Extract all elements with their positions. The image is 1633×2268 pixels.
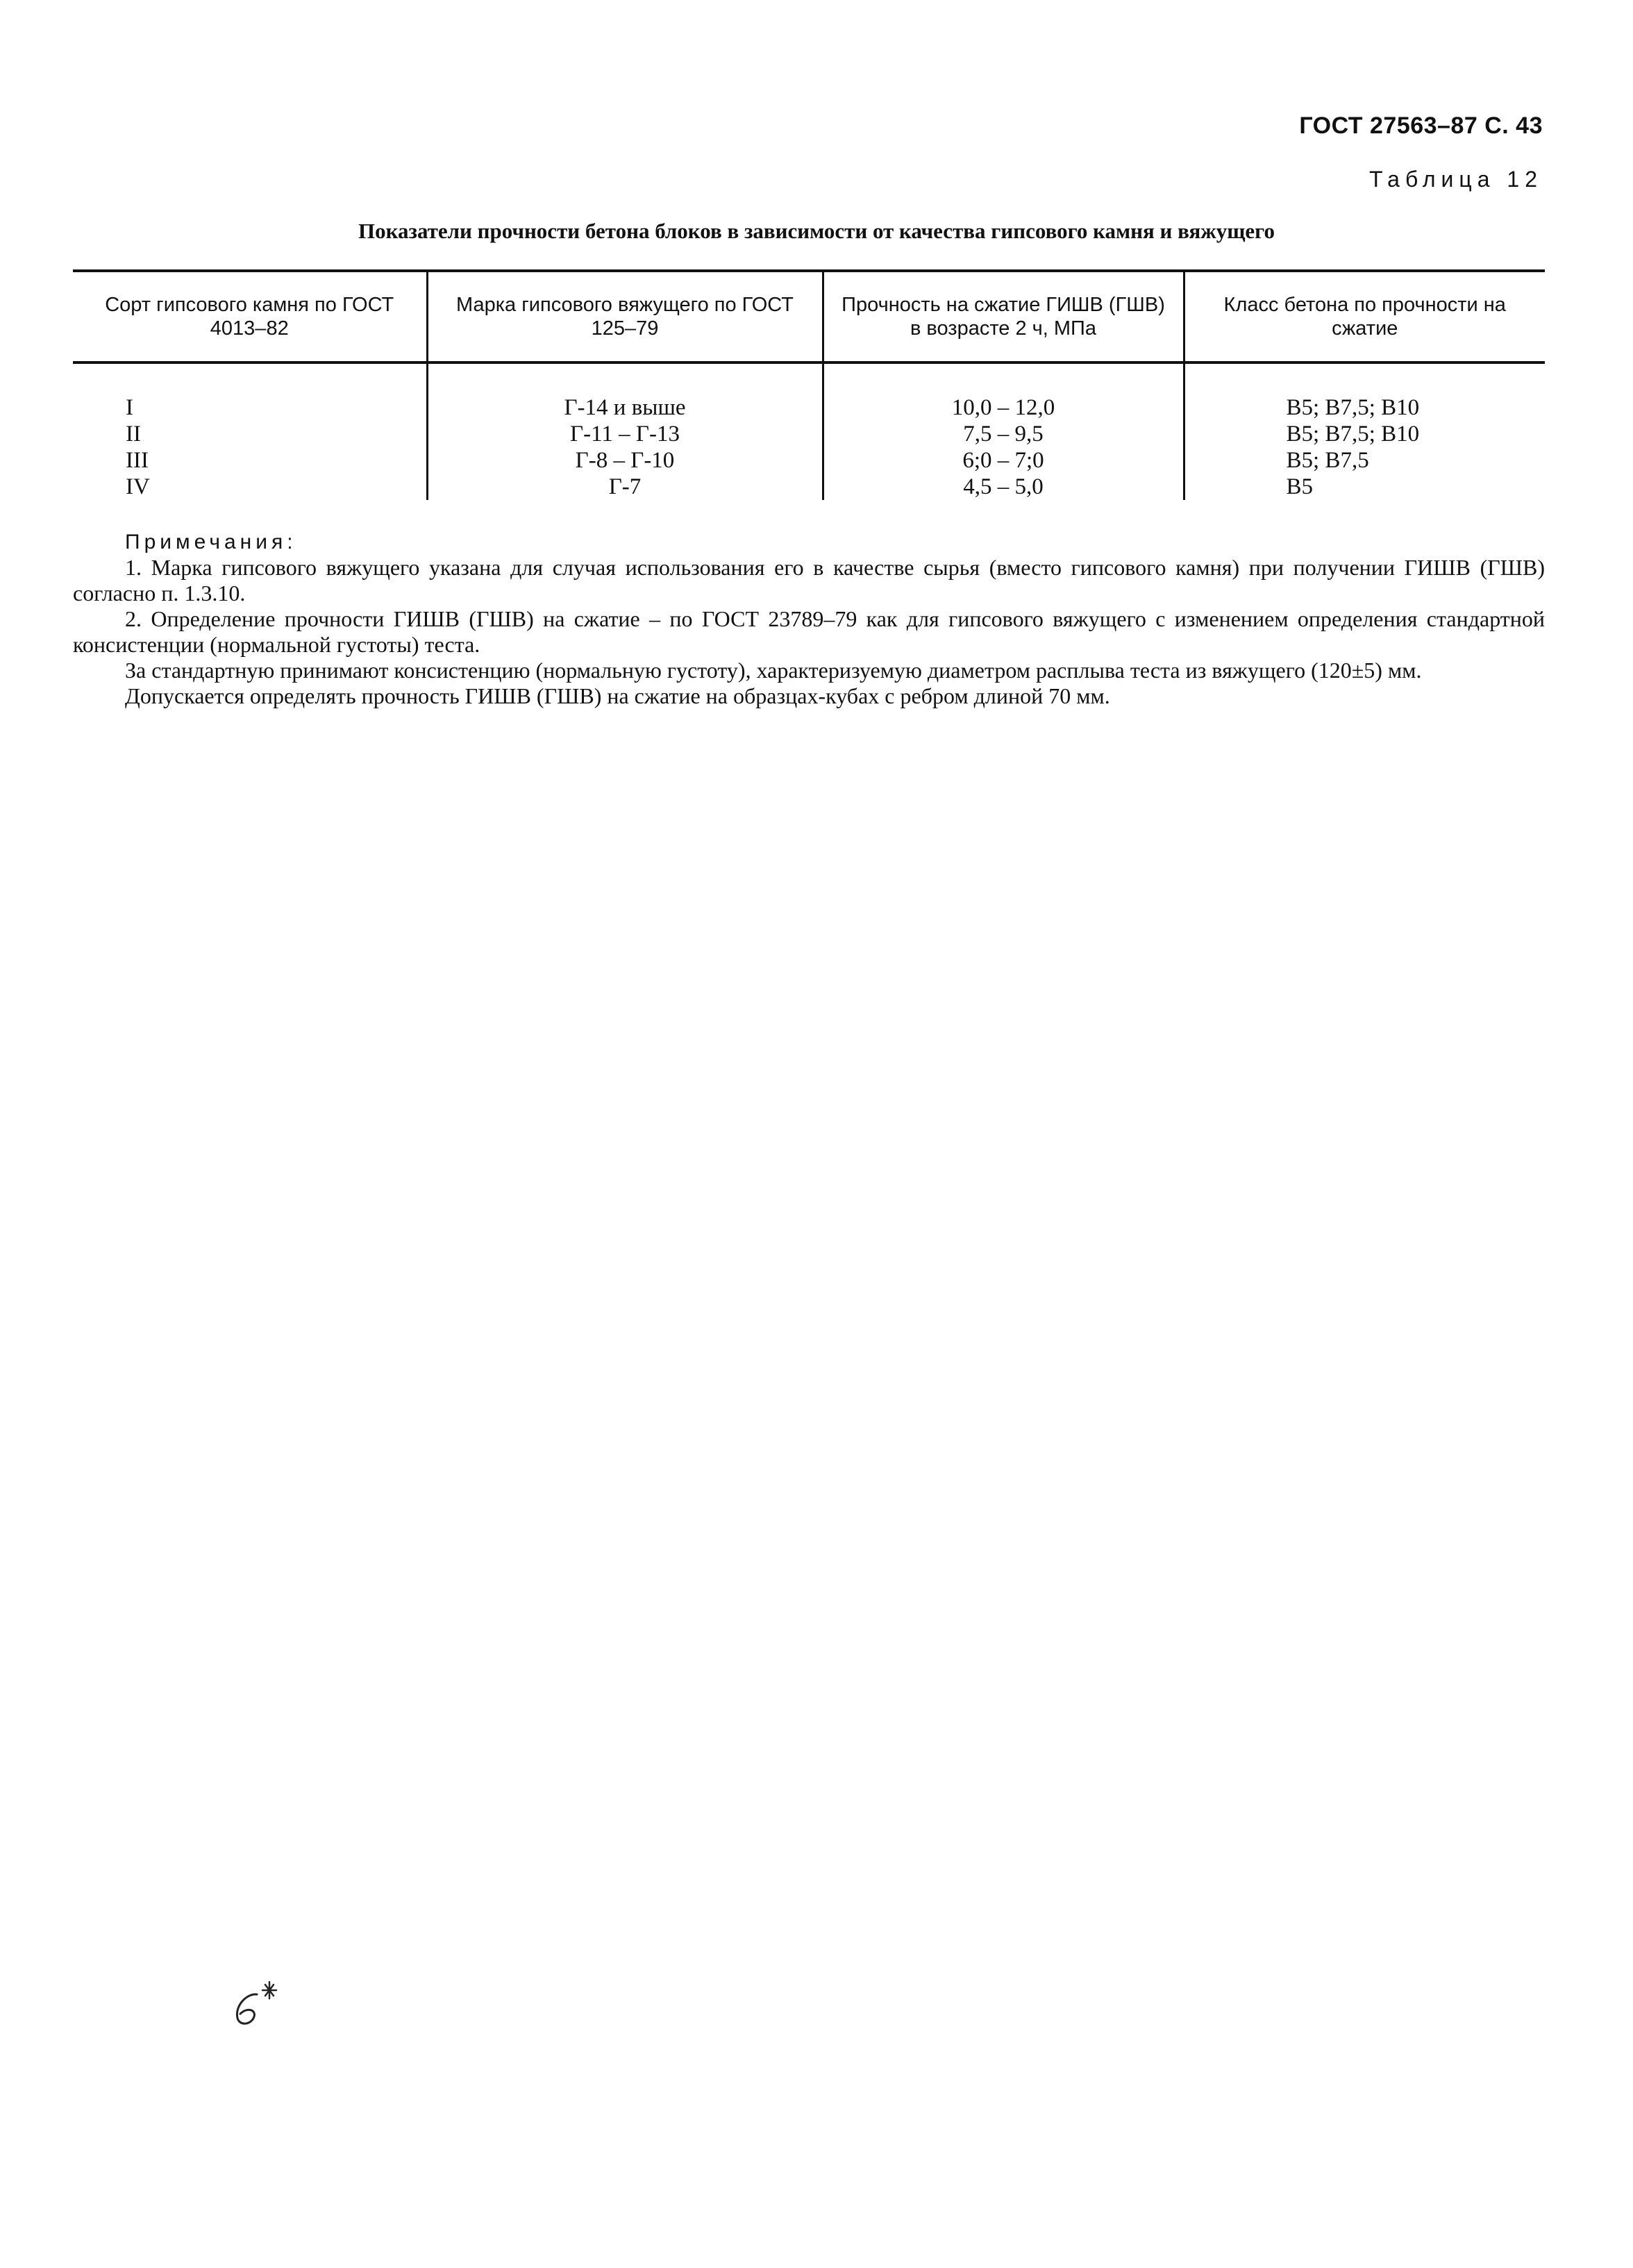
column-header-stone-grade: Сорт гипсового камня по ГОСТ 4013–82 (73, 271, 427, 362)
note-paragraph: За стандартную принимают консистенцию (нормальную густоту), характеризуемую диаметром расплыва теста из вяжущего (120±5) мм. (125, 658, 1422, 683)
notes-section (73, 529, 1545, 709)
cell-binder-mark: Г-7 (427, 474, 823, 500)
table-row (73, 447, 1545, 474)
note-paragraph: Допускается определять прочность ГИШВ (ГШВ) на сжатие на образцах-кубах с ребром длиной 70 мм. (125, 683, 1110, 708)
cell-binder-mark: Г-8 – Г-10 (427, 447, 823, 474)
cell-stone-grade: I (126, 395, 133, 420)
table-row (73, 421, 1545, 447)
notes-title: Примечания: (125, 531, 297, 553)
cell-binder-mark: Г-14 и выше (427, 362, 823, 421)
cell-stone-grade: III (126, 448, 149, 473)
table-body (73, 362, 1545, 500)
cell-binder-mark: Г-11 – Г-13 (427, 421, 823, 447)
cell-stone-grade: II (126, 422, 141, 447)
data-table (73, 269, 1545, 500)
header-row (73, 271, 1545, 362)
cell-compressive-strength: 6;0 – 7;0 (823, 447, 1184, 474)
table-row (73, 474, 1545, 500)
cell-concrete-class: В5 (1184, 474, 1545, 500)
table-title: Показатели прочности бетона блоков в зависимости от качества гипсового камня и вяжущего (358, 219, 1275, 243)
cell-compressive-strength: 7,5 – 9,5 (823, 421, 1184, 447)
cell-concrete-class: В5; В7,5 (1184, 447, 1545, 474)
document-reference: ГОСТ 27563–87 С. 43 (1299, 112, 1543, 139)
table-header (73, 271, 1545, 362)
handwritten-mark (229, 1979, 292, 2035)
cell-concrete-class: В5; В7,5; В10 (1184, 362, 1545, 421)
column-header-concrete-class: Класс бетона по прочности на сжатие (1184, 271, 1545, 362)
note-paragraph: 1. Марка гипсового вяжущего указана для случая использования его в качестве сырья (вместо гипсового камня) при получении ГИШВ (ГШВ) согласно п. 1.3.10. (73, 555, 1545, 606)
note-paragraph: 2. Определение прочности ГИШВ (ГШВ) на сжатие – по ГОСТ 23789–79 как для гипсового вяжущего с изменением определения стандартной консистенции (нормальной густоты) теста. (73, 606, 1545, 657)
cell-compressive-strength: 10,0 – 12,0 (823, 362, 1184, 421)
table-row (73, 362, 1545, 421)
table-number-label: Таблица 12 (1369, 167, 1543, 192)
cell-compressive-strength: 4,5 – 5,0 (823, 474, 1184, 500)
cell-concrete-class: В5; В7,5; В10 (1184, 421, 1545, 447)
column-header-binder-mark: Марка гипсового вяжущего по ГОСТ 125–79 (427, 271, 823, 362)
cell-stone-grade: IV (126, 474, 150, 499)
column-header-compressive-strength: Прочность на сжатие ГИШВ (ГШВ) в возрасте 2 ч, МПа (823, 271, 1184, 362)
strength-table (73, 269, 1545, 500)
